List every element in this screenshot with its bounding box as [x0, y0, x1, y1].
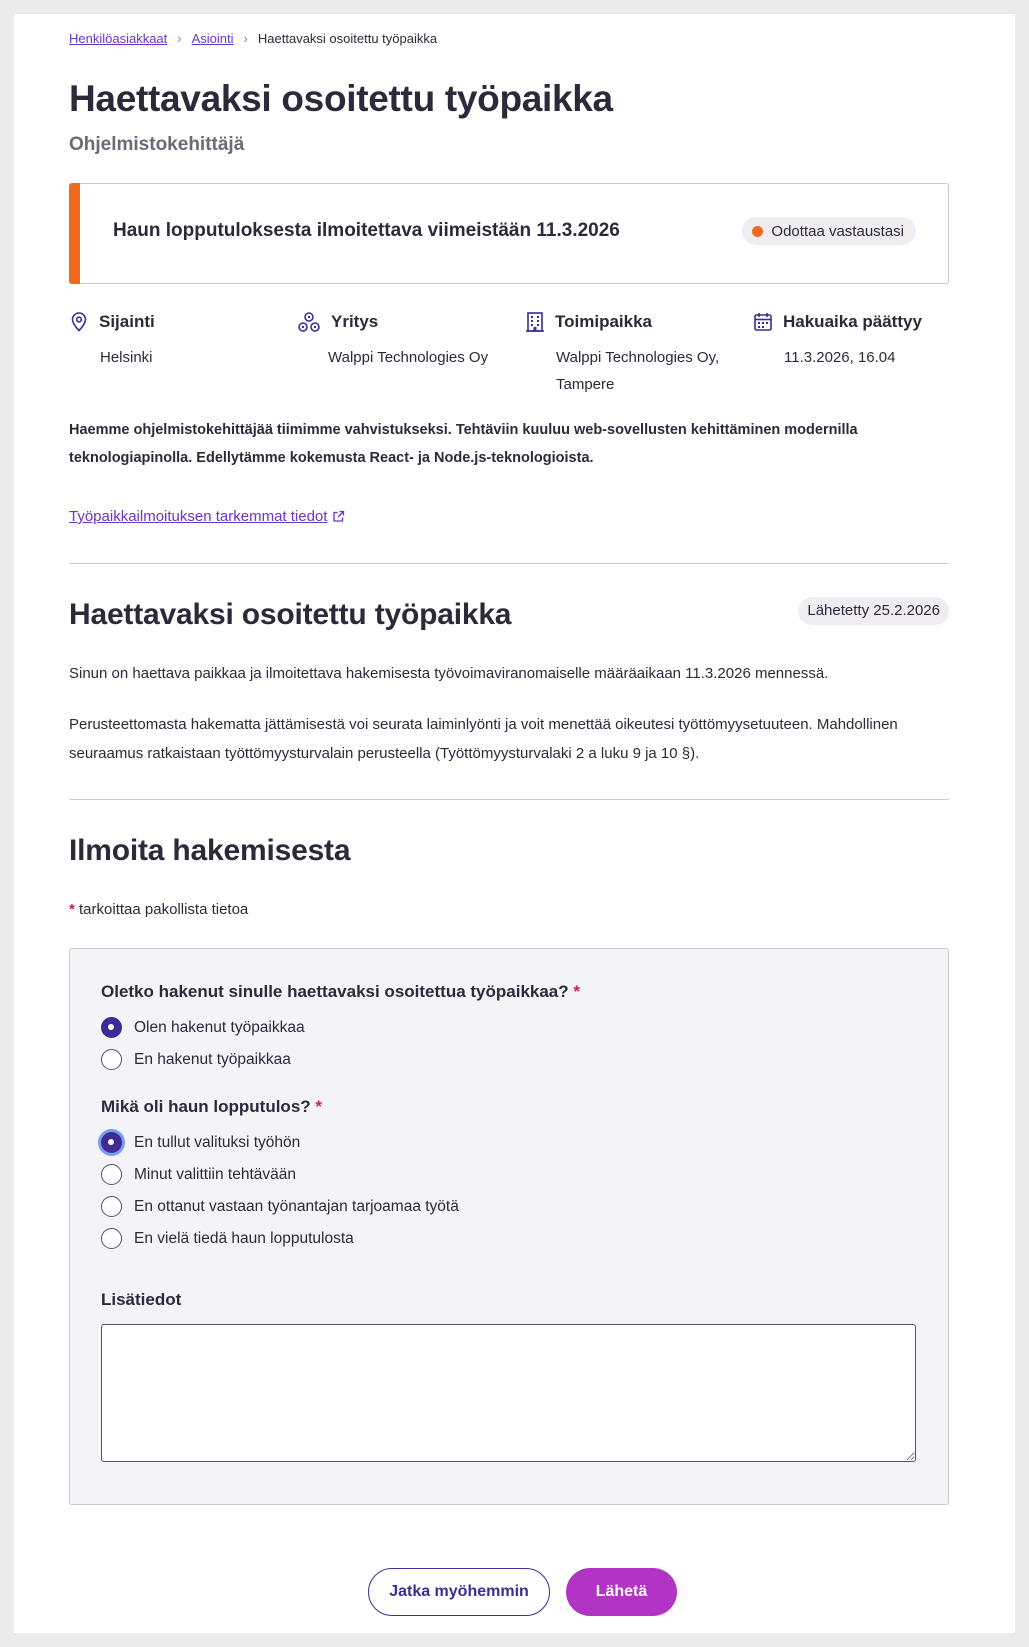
q2-label: [101, 1097, 322, 1117]
q2-option-unknown[interactable]: [101, 1228, 354, 1249]
chevron-right-icon: ›: [177, 31, 182, 46]
status-badge-label: Odottaa vastaustasi: [771, 222, 904, 240]
required-note-text: tarkoittaa pakollista tietoa: [79, 901, 249, 918]
breadcrumb-link-henkiloasiakkaat[interactable]: Henkilöasiakkaat: [69, 31, 168, 46]
info-deadline-value: 11.3.2026, 16.04: [784, 349, 896, 366]
radio-button[interactable]: [101, 1049, 122, 1070]
q1-option-applied[interactable]: [101, 1017, 305, 1038]
info-office-value: Walppi Technologies Oy, Tampere: [556, 349, 720, 393]
q2-option-label: En vielä tiedä haun lopputulosta: [134, 1229, 354, 1247]
status-badge: [742, 217, 916, 245]
required-marker: *: [69, 901, 75, 918]
extra-info-label: Lisätiedot: [101, 1290, 182, 1309]
q2-option-selected[interactable]: [101, 1164, 296, 1185]
q1-label: [101, 982, 580, 1002]
building-icon: [525, 311, 545, 333]
info-deadline-label: Hakuaika päättyy: [783, 312, 922, 331]
info-location: [69, 310, 269, 371]
radio-button-checked[interactable]: [101, 1132, 122, 1153]
chevron-right-icon: ›: [243, 31, 248, 46]
breadcrumb-current: Haettavaksi osoitettu työpaikka: [257, 31, 438, 46]
breadcrumb: [69, 31, 437, 46]
notice-accent-bar: [69, 183, 80, 284]
info-company-label: Yritys: [331, 312, 379, 331]
page-subtitle: Ohjelmistokehittäjä: [69, 134, 245, 155]
form-section-title: Ilmoita hakemisesta: [69, 834, 351, 867]
job-description: Haemme ohjelmistokehittäjää tiimimme vahvistukseksi. Tehtäviin kuuluu web-sovellusten kehittäminen modernilla teknologiapinolla. Edellytämme kokemusta React- ja Node.js-teknologioista.: [69, 422, 858, 466]
required-note: [69, 901, 248, 918]
info-location-value: Helsinki: [100, 349, 153, 366]
radio-button[interactable]: [101, 1196, 122, 1217]
job-details-link[interactable]: [69, 508, 345, 525]
q1-option-not-applied[interactable]: [101, 1049, 291, 1070]
external-link-icon: [332, 510, 345, 523]
page-title: Haettavaksi osoitettu työpaikka: [69, 78, 613, 119]
radio-button[interactable]: [101, 1164, 122, 1185]
consequence-text: Perusteettomasta hakematta jättämisestä voi seurata laiminlyönti ja voit menettää oikeutesi työttömyysetuuteen. Mahdollinen seuraamus ratkaistaan työttömyysturvalain perusteella (Työttömyysturvalaki 2 a luku 9 ja 10 §).: [69, 716, 898, 762]
required-marker: *: [315, 1097, 323, 1116]
q1-label-text: Oletko hakenut sinulle haettavaksi osoitettua työpaikkaa?: [101, 982, 569, 1001]
job-details-link-text: Työpaikkailmoituksen tarkemmat tiedot: [69, 508, 328, 525]
q1-option-label: Olen hakenut työpaikkaa: [134, 1018, 305, 1036]
assignment-text: Sinun on haettava paikkaa ja ilmoitettava hakemisesta työvoimaviranomaiselle määräaikaan 11.3.2026 mennessä.: [69, 665, 829, 682]
deadline-notice: [69, 183, 949, 284]
q2-option-label: En ottanut vastaan työnantajan tarjoamaa työtä: [134, 1197, 459, 1215]
status-dot-icon: [752, 226, 763, 237]
info-location-label: Sijainti: [99, 312, 155, 331]
job-info-grid: [69, 310, 949, 400]
info-office: [525, 310, 725, 398]
info-deadline: [753, 310, 953, 371]
radio-button-checked[interactable]: [101, 1017, 122, 1038]
radio-button[interactable]: [101, 1228, 122, 1249]
section-divider: [69, 799, 949, 800]
section-divider: [69, 563, 949, 564]
q2-option-not-selected[interactable]: [101, 1132, 300, 1153]
breadcrumb-link-asiointi[interactable]: Asiointi: [191, 31, 234, 46]
sent-date-badge: Lähetetty 25.2.2026: [798, 597, 949, 625]
extra-info-textarea[interactable]: [101, 1324, 916, 1462]
q2-option-label: En tullut valituksi työhön: [134, 1133, 301, 1151]
info-office-label: Toimipaikka: [555, 312, 652, 331]
send-button[interactable]: Lähetä: [566, 1568, 677, 1616]
required-marker: *: [573, 982, 581, 1001]
calendar-icon: [753, 311, 773, 333]
q2-option-label: Minut valittiin tehtävään: [134, 1165, 296, 1183]
continue-later-button[interactable]: Jatka myöhemmin: [368, 1568, 550, 1616]
assignment-section-title: Haettavaksi osoitettu työpaikka: [69, 598, 512, 631]
notice-text: Haun lopputuloksesta ilmoitettava viimeistään 11.3.2026: [113, 220, 620, 241]
location-pin-icon: [69, 311, 89, 333]
page: [14, 14, 1015, 1633]
info-company: [297, 310, 497, 371]
q1-option-label: En hakenut työpaikkaa: [134, 1050, 291, 1068]
info-company-value: Walppi Technologies Oy: [328, 349, 489, 366]
company-icon: [297, 311, 321, 333]
q2-option-declined[interactable]: [101, 1196, 459, 1217]
q2-label-text: Mikä oli haun lopputulos?: [101, 1097, 311, 1116]
